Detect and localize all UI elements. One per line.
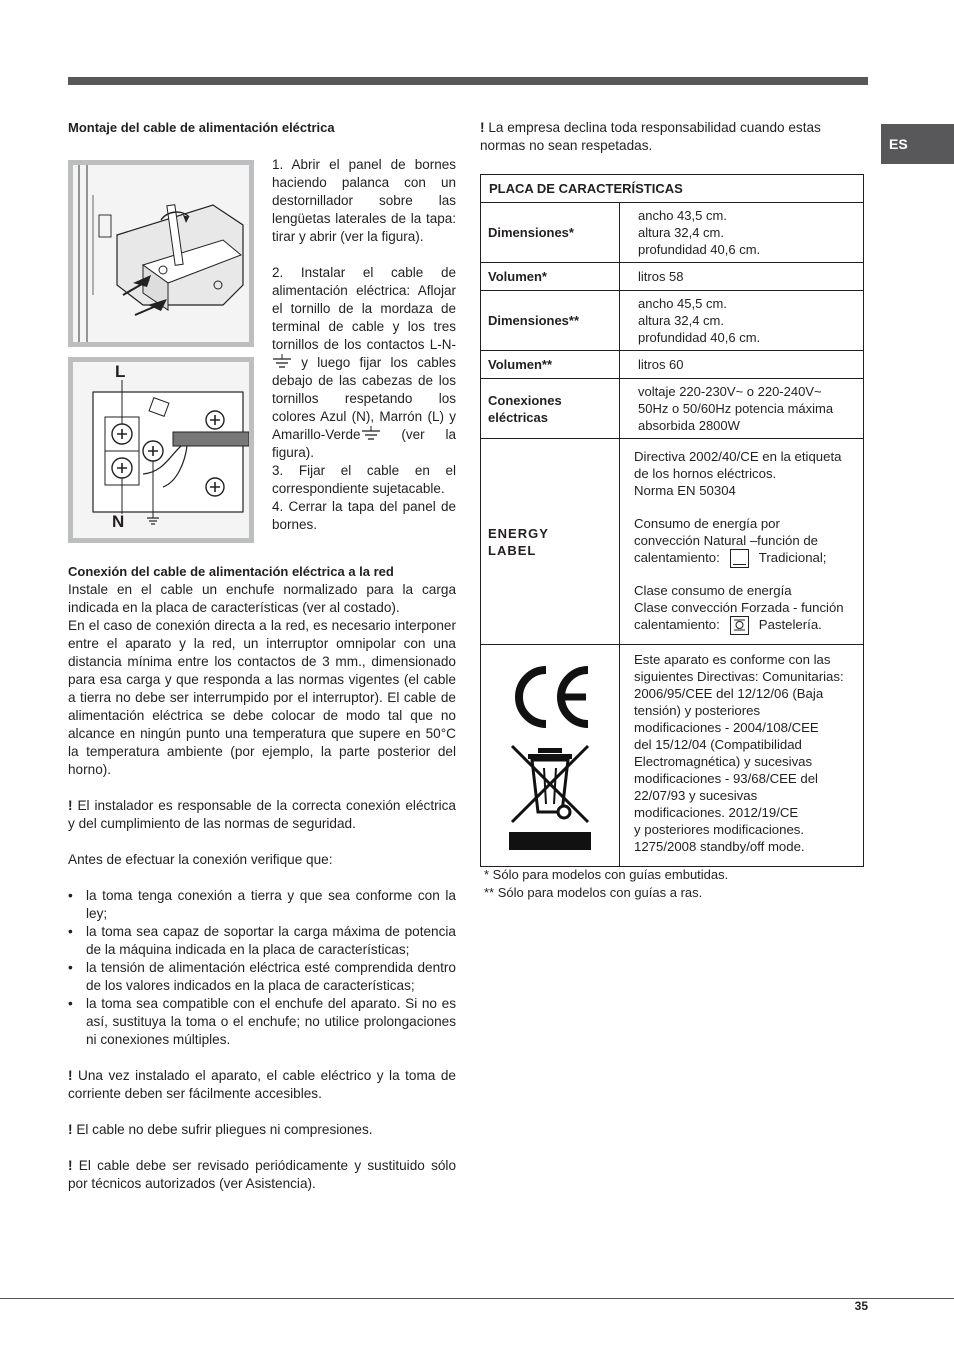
step-2-text-a: 2. Instalar el cable de alimentación eléctrica: Aflojar el tornillo de la mordaza de terminal de cable y los tres tornillos de los contactos L-N- (272, 265, 456, 352)
table-row-energy (481, 439, 864, 645)
ce-line: Este aparato es conforme con las (634, 652, 831, 667)
warning-installer (68, 797, 456, 833)
ce-directives (620, 645, 864, 867)
spec-plate-table (480, 174, 864, 867)
ce-line: y posteriores modificaciones. (634, 822, 805, 837)
footnote-embedded: * Sólo para modelos con guías embutidas. (484, 867, 729, 882)
para-direct-connection: En el caso de conexión directa a la red, es necesario interponer entre el aparato y la red, un interruptor omnipolar con una distancia mínima entre los contactos de 3 mm., dimensionado para esa carga y que responda a las normas vigentes (el cable a tierra no debe ser interrumpido por el interruptor). El cable de alimentación eléctrica se debe colocar de modo tal que no alcance en ningún punto una temperatura que supere en 50°C la temperatura ambiente (por ejemplo, la parte posterior del horno). (68, 618, 456, 777)
connection-section (68, 563, 456, 1193)
value-line: voltaje 220-230V~ o 220-240V~ (638, 384, 822, 399)
energy-line: convección Natural –función de (634, 532, 819, 548)
row-label: Volumen** (481, 351, 620, 379)
energy-line (634, 616, 856, 635)
footnotes (484, 866, 864, 902)
ce-line: del 15/12/04 (Compatibilidad (634, 737, 802, 752)
ce-line: siguientes Directivas: Comunitarias: (634, 669, 844, 684)
row-value (620, 291, 864, 351)
warning-no-folds-text: El cable no debe sufrir pliegues ni compresiones. (76, 1122, 373, 1137)
row-value (620, 263, 864, 291)
step-3: 3. Fijar el cable en el correspondiente sujetacable. (272, 463, 456, 496)
value-line: profundidad 40,6 cm. (638, 242, 761, 257)
weee-bar (509, 832, 591, 850)
list-item: • la toma sea compatible con el enchufe del aparato. Si no es así, sustituya la toma o el enchufe; no utilice prolongaciones ni conexiones múltiples. (68, 995, 456, 1049)
energy-line-text: calentamiento: (634, 617, 720, 632)
footnote-flush: ** Sólo para modelos con guías a ras. (484, 885, 703, 900)
energy-line-text: calentamiento: (634, 549, 720, 565)
value-line: ancho 45,5 cm. (638, 296, 727, 311)
warning-inspection (68, 1157, 456, 1193)
warning-responsibility-text: La empresa declina toda responsabilidad cuando estas normas no sean respetadas. (480, 120, 821, 153)
ce-weee-cell (481, 645, 620, 867)
value-line: 50Hz o 50/60Hz potencia máxima (638, 401, 834, 416)
check-intro: Antes de efectuar la conexión verifique que: (68, 852, 333, 867)
warning-installer-text: El instalador es responsable de la correcta conexión eléctrica y del cumplimiento de las normas de seguridad. (68, 798, 456, 831)
energy-label-text: ENERGY LABEL (488, 525, 549, 558)
value-line: profundidad 40,6 cm. (638, 330, 761, 345)
warning-mark: ! (68, 1158, 73, 1173)
energy-line: de los hornos eléctricos. (634, 465, 777, 481)
figure-terminal-box-opening (68, 160, 254, 347)
top-rule (68, 77, 868, 85)
row-label: Conexiones eléctricas (481, 379, 620, 439)
ce-line: Electromagnética) y sucesivas (634, 754, 813, 769)
warning-no-folds (68, 1121, 456, 1139)
list-item: • la tensión de alimentación eléctrica esté comprendida dentro de los valores indicados en la placa de características; (68, 959, 456, 995)
list-item: • la toma tenga conexión a tierra y que sea conforme con la ley; (68, 887, 456, 923)
ground-symbol-icon (361, 426, 381, 440)
list-item: • la toma sea capaz de soportar la carga máxima de potencia de la máquina indicada en la placa de características; (68, 923, 456, 959)
steps-block (272, 156, 456, 534)
step-2 (272, 264, 456, 462)
language-tab: ES (881, 124, 954, 164)
value-line: litros 60 (638, 357, 684, 372)
energy-line-text: Tradicional; (758, 549, 827, 565)
step-2-text-c: (ver la figura). (272, 427, 456, 460)
energy-line (634, 549, 856, 568)
ce-line: 1275/2008 standby/off mode. (634, 839, 805, 854)
warning-mark: ! (68, 1068, 73, 1083)
weee-bin-icon (508, 742, 592, 826)
ce-mark-icon (508, 662, 592, 732)
ce-line: modificaciones - 93/68/CEE del (634, 771, 818, 786)
row-label: Dimensiones* (481, 203, 620, 263)
warning-responsibility (480, 119, 868, 155)
value-line: altura 32,4 cm. (638, 313, 724, 328)
ce-line: modificaciones. 2012/19/CE (634, 805, 799, 820)
row-value (620, 351, 864, 379)
energy-details (620, 439, 864, 645)
heading-cable-mounting: Montaje del cable de alimentación eléctrica (68, 120, 335, 135)
energy-line: Norma EN 50304 (634, 482, 736, 498)
warning-mark: ! (68, 798, 73, 813)
warning-mark: ! (68, 1122, 73, 1137)
checklist (68, 887, 456, 1049)
step-2-text-b: y luego fijar los cables debajo de las cabezas de los tornillos respetando los colores Azul (N), Marrón (L) y Amarillo-Verde (272, 355, 456, 442)
table-row (481, 203, 864, 263)
energy-line-text: Pastelería. (758, 617, 822, 632)
ce-line: 2006/95/CEE del 12/12/06 (Baja (634, 686, 824, 701)
para-plug: Instale en el cable un enchufe normalizado para la carga indicada en la placa de características (ver al costado). (68, 582, 456, 615)
traditional-heating-icon (730, 549, 749, 568)
table-row (481, 379, 864, 439)
energy-label (481, 439, 620, 645)
figure-label-n: N (112, 512, 125, 531)
row-label: Dimensiones** (481, 291, 620, 351)
warning-mark: ! (480, 120, 485, 135)
value-line: ancho 43,5 cm. (638, 208, 727, 223)
table-row (481, 263, 864, 291)
warning-accessible (68, 1067, 456, 1103)
row-value (620, 203, 864, 263)
wiring-drawing (73, 362, 249, 538)
energy-line: Consumo de energía por (634, 515, 780, 531)
ce-line: 22/07/93 y sucesivas (634, 788, 758, 803)
value-line: altura 32,4 cm. (638, 225, 724, 240)
ce-line: tensión) y posteriores (634, 703, 761, 718)
figure-label-l: L (115, 362, 126, 381)
terminal-box-drawing (73, 165, 249, 342)
energy-line: Clase convección Forzada - función (634, 600, 844, 615)
warning-inspection-text: El cable debe ser revisado periódicamente y sustituido sólo por técnicos autorizados (ver Asistencia). (68, 1158, 457, 1191)
page-number: 35 (854, 1299, 868, 1313)
row-value (620, 379, 864, 439)
step-1: 1. Abrir el panel de bornes haciendo palanca con un destornillador sobre las lengüetas laterales de la tapa: tirar y abrir (ver la figura). (272, 157, 456, 244)
energy-line: Clase consumo de energía (634, 583, 792, 598)
figure-wiring-diagram (68, 357, 254, 543)
ground-symbol-icon (272, 354, 292, 368)
step-4: 4. Cerrar la tapa del panel de bornes. (272, 499, 456, 532)
value-line: litros 58 (638, 269, 684, 284)
pastry-fan-icon (730, 616, 749, 635)
energy-line: Directiva 2002/40/CE en la etiqueta (634, 448, 842, 464)
table-title: PLACA DE CARACTERÍSTICAS (481, 175, 864, 203)
heading-network-connection: Conexión del cable de alimentación eléctrica a la red (68, 564, 394, 579)
table-row-ce (481, 645, 864, 867)
table-row (481, 291, 864, 351)
warning-accessible-text: Una vez instalado el aparato, el cable eléctrico y la toma de corriente deben ser fácilmente accesibles. (68, 1068, 456, 1101)
row-label: Volumen* (481, 263, 620, 291)
table-header-row (481, 175, 864, 203)
bottom-rule (0, 1298, 954, 1299)
ce-line: modificaciones - 2004/108/CEE (634, 720, 819, 735)
table-row (481, 351, 864, 379)
value-line: absorbida 2800W (638, 418, 740, 433)
